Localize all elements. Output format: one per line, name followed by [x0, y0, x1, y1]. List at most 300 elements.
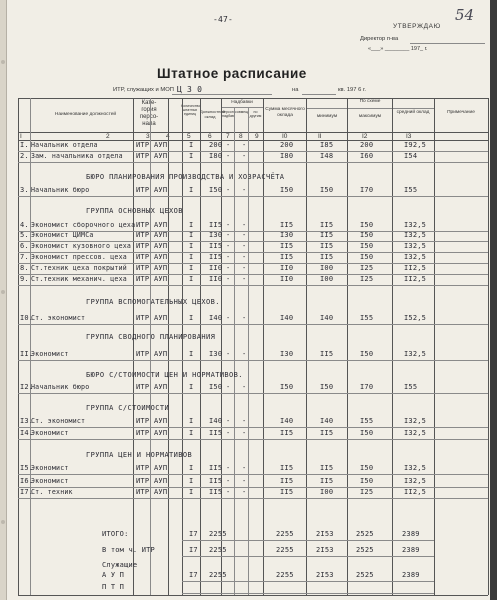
binding-hole — [1, 520, 5, 524]
position-name: Экономист кузовного цеха — [31, 242, 132, 250]
totals-units: I7 — [189, 546, 198, 554]
scheme-min: II5 — [320, 350, 334, 358]
allowance-dash: - — [242, 275, 247, 283]
row-number: I3. — [20, 417, 34, 425]
staff-department: АУП — [154, 253, 168, 261]
position-name: Экономист — [31, 477, 69, 485]
staff-units: I — [189, 488, 194, 496]
scheme-min: I50 — [320, 186, 334, 194]
allowance-dash: - — [242, 477, 247, 485]
header-qty: Количество штатных единиц — [181, 104, 201, 116]
salary: I30 — [209, 231, 223, 239]
staff-category: ИТР — [136, 383, 150, 391]
scheme-min: I85 — [320, 141, 334, 149]
salary: I30 — [209, 350, 223, 358]
row-number: 9. — [20, 275, 29, 283]
salary: II5 — [209, 221, 223, 229]
scheme-avg: I32,5 — [404, 242, 427, 250]
header-allowance: Надбавки — [231, 100, 253, 105]
staff-department: АУП — [154, 275, 168, 283]
row-rule — [18, 427, 488, 428]
scheme-min: I50 — [320, 383, 334, 391]
position-name: Ст. экономист — [31, 314, 86, 322]
staff-category: ИТР — [136, 141, 150, 149]
totals-sum: 2255 — [276, 571, 294, 579]
position-name: Ст. техник — [31, 488, 73, 496]
binding-hole — [1, 60, 5, 64]
row-rule — [18, 474, 488, 475]
scheme-min: II5 — [320, 231, 334, 239]
subtitle-lead: ИТР, служащих и МОП — [113, 87, 174, 93]
monthly-sum: II5 — [280, 488, 294, 496]
header-allowance-personal: персон. надбав. — [222, 110, 235, 118]
document-title: Штатное расписание — [157, 66, 307, 81]
column-number: 2 — [106, 132, 110, 140]
section-heading: ГРУППА СВОДНОГО ПЛАНИРОВАНИЯ — [86, 333, 216, 341]
header-scheme: По схеме — [359, 99, 381, 104]
allowance-dash: - — [226, 429, 231, 437]
column-number: I2 — [362, 132, 368, 140]
allowance-dash: - — [226, 242, 231, 250]
totals-units: I7 — [189, 530, 198, 538]
allowance-dash: - — [242, 314, 247, 322]
totals-avg: 2389 — [402, 530, 420, 538]
staff-units: I — [189, 186, 194, 194]
row-number: I5. — [20, 464, 34, 472]
totals-sum: 2255 — [276, 530, 294, 538]
scheme-min: I48 — [320, 152, 334, 160]
staff-department: АУП — [154, 417, 168, 425]
header-scheme-max: максимум — [358, 114, 382, 119]
position-name: Экономист сборочного цеха — [31, 221, 136, 229]
staff-department: АУП — [154, 152, 168, 160]
row-rule — [18, 498, 488, 499]
staff-category: ИТР — [136, 221, 150, 229]
row-number: 3. — [20, 186, 29, 194]
totals-label: Служащие — [102, 561, 138, 569]
header-note: Примечание — [447, 110, 475, 115]
table-column-rule — [488, 98, 489, 595]
scheme-max: I50 — [360, 350, 374, 358]
staff-department: АУП — [154, 314, 168, 322]
scheme-min: II5 — [320, 221, 334, 229]
scheme-max: I60 — [360, 152, 374, 160]
staff-category: ИТР — [136, 417, 150, 425]
table-column-rule — [347, 98, 348, 595]
scheme-max: I50 — [360, 231, 374, 239]
allowance-dash: - — [226, 383, 231, 391]
monthly-sum: II5 — [280, 221, 294, 229]
scheme-max: I55 — [360, 417, 374, 425]
section-heading: ГРУППА С/СТОИМОСТИ — [86, 404, 170, 412]
staff-units: I — [189, 464, 194, 472]
header-name: Наименование должностей — [54, 112, 117, 117]
scheme-max: I50 — [360, 221, 374, 229]
allowance-dash: - — [242, 464, 247, 472]
staff-department: АУП — [154, 141, 168, 149]
allowance-dash: - — [226, 417, 231, 425]
staff-department: АУП — [154, 186, 168, 194]
staff-units: I — [189, 275, 194, 283]
scheme-max: I50 — [360, 253, 374, 261]
salary: II5 — [209, 477, 223, 485]
staff-category: ИТР — [136, 314, 150, 322]
page-number: -47- — [213, 15, 234, 24]
position-name: Экономист ЦИМСа — [31, 231, 94, 239]
monthly-sum: 200 — [280, 141, 294, 149]
allowance-dash: - — [226, 152, 231, 160]
allowance-dash: - — [226, 275, 231, 283]
position-name: Экономист прессов. цеха — [31, 253, 127, 261]
totals-avg: 2389 — [402, 571, 420, 579]
staff-category: ИТР — [136, 477, 150, 485]
scheme-avg: I55 — [404, 186, 418, 194]
table-column-rule — [392, 98, 393, 595]
scheme-min: I00 — [320, 275, 334, 283]
scheme-max: I25 — [360, 275, 374, 283]
monthly-sum: I40 — [280, 314, 294, 322]
totals-min: 2I53 — [316, 530, 334, 538]
monthly-sum: I50 — [280, 186, 294, 194]
subtitle-period: кв. 197 6 г. — [338, 87, 366, 93]
scheme-avg: I32,5 — [404, 350, 427, 358]
allowance-dash: - — [226, 221, 231, 229]
row-rule — [18, 196, 488, 197]
row-rule — [18, 360, 488, 361]
row-number: 4. — [20, 221, 29, 229]
staff-department: АУП — [154, 488, 168, 496]
column-number: I3 — [406, 132, 412, 140]
scheme-avg: I32,5 — [404, 464, 427, 472]
row-rule — [18, 393, 488, 394]
salary: II5 — [209, 429, 223, 437]
totals-label: В том ч. ИТР — [102, 546, 155, 554]
staff-units: I — [189, 231, 194, 239]
allowance-dash: - — [226, 141, 231, 149]
allowance-dash: - — [226, 350, 231, 358]
row-number: I. — [20, 141, 29, 149]
allowance-dash: - — [242, 231, 247, 239]
binding-hole — [1, 290, 5, 294]
column-number: 3 — [146, 132, 150, 140]
salary: I50 — [209, 186, 223, 194]
staff-category: ИТР — [136, 264, 150, 272]
staff-department: АУП — [154, 429, 168, 437]
column-number: I — [20, 132, 22, 140]
staff-units: I — [189, 221, 194, 229]
totals-salary: 2255 — [209, 546, 227, 554]
scheme-avg: I32,5 — [404, 221, 427, 229]
scheme-avg: I32,5 — [404, 253, 427, 261]
scheme-avg: II2,5 — [404, 275, 427, 283]
allowance-dash: - — [226, 186, 231, 194]
totals-salary: 2255 — [209, 530, 227, 538]
allowance-dash: - — [242, 350, 247, 358]
salary: II5 — [209, 242, 223, 250]
staff-department: АУП — [154, 242, 168, 250]
header-allowance-other: по другим — [249, 110, 262, 118]
allowance-dash: - — [242, 221, 247, 229]
monthly-sum: II0 — [280, 264, 294, 272]
salary: I40 — [209, 417, 223, 425]
scheme-max: I70 — [360, 383, 374, 391]
salary: II5 — [209, 253, 223, 261]
approval-label: УТВЕРЖДАЮ — [393, 23, 441, 30]
table-column-rule — [30, 98, 31, 595]
staff-category: ИТР — [136, 429, 150, 437]
row-number: I7. — [20, 488, 34, 496]
scheme-max: 200 — [360, 141, 374, 149]
staff-category: ИТР — [136, 186, 150, 194]
monthly-sum: II5 — [280, 464, 294, 472]
allowance-dash: - — [242, 141, 247, 149]
staff-category: ИТР — [136, 275, 150, 283]
staff-units: I — [189, 383, 194, 391]
binding-margin — [0, 0, 7, 600]
row-rule — [18, 162, 488, 163]
period-underline — [302, 94, 336, 95]
position-name: Экономист — [31, 350, 69, 358]
scheme-min: I00 — [320, 264, 334, 272]
totals-rule — [182, 593, 434, 594]
staff-units: I — [189, 141, 194, 149]
staff-category: ИТР — [136, 242, 150, 250]
monthly-sum: I30 — [280, 350, 294, 358]
totals-label: А У П — [102, 571, 125, 579]
column-number: 4 — [166, 132, 170, 140]
scheme-avg: I92,5 — [404, 141, 427, 149]
scheme-avg: II2,5 — [404, 488, 427, 496]
column-number: I0 — [282, 132, 288, 140]
totals-avg: 2389 — [402, 546, 420, 554]
staff-units: I — [189, 477, 194, 485]
allowance-dash: - — [242, 429, 247, 437]
staff-department: АУП — [154, 350, 168, 358]
approval-date-line: «___» ________ 197_ г. — [368, 46, 428, 52]
staff-units: I — [189, 314, 194, 322]
row-number: I0. — [20, 314, 34, 322]
scheme-avg: II2,5 — [404, 264, 427, 272]
position-name: Начальник отдела — [31, 141, 98, 149]
scheme-max: I70 — [360, 186, 374, 194]
staff-units: I — [189, 152, 194, 160]
row-number: II. — [20, 350, 34, 358]
totals-label: П Т П — [102, 583, 125, 591]
header-category: Кате-гория персо-нала — [139, 100, 159, 127]
allowance-dash: - — [242, 383, 247, 391]
staff-units: I — [189, 253, 194, 261]
position-name: Начальник бюро — [31, 186, 90, 194]
salary: I40 — [209, 314, 223, 322]
staff-department: АУП — [154, 264, 168, 272]
column-number: II — [318, 132, 322, 140]
monthly-sum: I40 — [280, 417, 294, 425]
column-number: 5 — [187, 132, 191, 140]
scheme-min: I40 — [320, 314, 334, 322]
row-number: I6. — [20, 477, 34, 485]
scheme-avg: I32,5 — [404, 477, 427, 485]
table-column-rule — [18, 98, 19, 595]
position-name: Экономист — [31, 429, 69, 437]
totals-max: 2525 — [356, 571, 374, 579]
scheme-max: I50 — [360, 477, 374, 485]
scheme-avg: I55 — [404, 383, 418, 391]
section-heading: ГРУППА ОСНОВНЫХ ЦЕХОВ — [86, 207, 183, 215]
subtitle-on: на — [292, 87, 299, 93]
section-heading: БЮРО С/СТОИМОСТИ ЦЕН И НОРМАТИВОВ. — [86, 371, 243, 379]
staff-units: I — [189, 264, 194, 272]
position-name: Ст.техник цеха покрытий — [31, 264, 127, 272]
staff-category: ИТР — [136, 488, 150, 496]
scheme-max: I50 — [360, 464, 374, 472]
staff-category: ИТР — [136, 350, 150, 358]
scheme-max: I55 — [360, 314, 374, 322]
totals-rule — [182, 540, 434, 541]
row-number: I4. — [20, 429, 34, 437]
scheme-min: II5 — [320, 253, 334, 261]
director-label: Директор п-ва — [360, 36, 399, 42]
allowance-dash: - — [242, 264, 247, 272]
staff-units: I — [189, 242, 194, 250]
table-column-rule — [306, 98, 307, 595]
totals-max: 2525 — [356, 546, 374, 554]
staff-units: I — [189, 350, 194, 358]
scheme-max: I50 — [360, 242, 374, 250]
totals-min: 2I53 — [316, 546, 334, 554]
section-heading: ГРУППА ВСПОМОГАТЕЛЬНЫХ ЦЕХОВ. — [86, 298, 220, 306]
scheme-min: I40 — [320, 417, 334, 425]
allowance-dash: - — [242, 253, 247, 261]
scheme-max: I50 — [360, 429, 374, 437]
monthly-sum: II5 — [280, 242, 294, 250]
salary: II0 — [209, 275, 223, 283]
totals-rule — [182, 581, 434, 582]
scheme-avg: I52,5 — [404, 314, 427, 322]
row-number: 7. — [20, 253, 29, 261]
scheme-min: II5 — [320, 242, 334, 250]
row-number: 6. — [20, 242, 29, 250]
staff-category: ИТР — [136, 152, 150, 160]
staff-category: ИТР — [136, 231, 150, 239]
salary: II5 — [209, 464, 223, 472]
position-name: Начальник бюро — [31, 383, 90, 391]
scheme-min: II5 — [320, 464, 334, 472]
position-name: Зам. начальника отдела — [31, 152, 123, 160]
monthly-sum: I80 — [280, 152, 294, 160]
section-heading: БЮРО ПЛАНИРОВАНИЯ ПРОИЗВОДСТВА И ХОЗРАСЧЁТА — [86, 173, 285, 181]
allowance-dash: - — [226, 253, 231, 261]
row-number: 8. — [20, 264, 29, 272]
allowance-dash: - — [226, 464, 231, 472]
scheme-min: I00 — [320, 488, 334, 496]
position-name: Ст.техник механич. цеха — [31, 275, 127, 283]
totals-label: ИТОГО: — [102, 530, 129, 538]
header-scheme-min: минимум — [316, 114, 338, 119]
header-scheme-avg: средний оклад — [396, 110, 430, 115]
monthly-sum: I30 — [280, 231, 294, 239]
staff-units: I — [189, 417, 194, 425]
column-number: 6 — [208, 132, 212, 140]
row-number: 2. — [20, 152, 29, 160]
scheme-max: I25 — [360, 264, 374, 272]
archive-sheet-number: 54 — [455, 6, 475, 24]
header-allowance-combined: совмещ. — [235, 110, 250, 114]
allowance-dash: - — [242, 242, 247, 250]
staff-category: ИТР — [136, 464, 150, 472]
scheme-avg: I54 — [404, 152, 418, 160]
scheme-max: I25 — [360, 488, 374, 496]
scheme-avg: I32,5 — [404, 231, 427, 239]
totals-sum: 2255 — [276, 546, 294, 554]
signature-line — [410, 43, 485, 44]
salary: II0 — [209, 264, 223, 272]
allowance-dash: - — [242, 186, 247, 194]
allowance-dash: - — [242, 417, 247, 425]
scan-frame-edge — [490, 0, 497, 600]
section-heading: ГРУППА ЦЕН И НОРМАТИВОВ — [86, 451, 193, 459]
staff-department: АУП — [154, 477, 168, 485]
scheme-min: II5 — [320, 429, 334, 437]
totals-rule — [182, 556, 434, 557]
salary: 200 — [209, 141, 223, 149]
salary: II5 — [209, 488, 223, 496]
row-rule — [18, 439, 488, 440]
monthly-sum: II5 — [280, 253, 294, 261]
header-salary: Должностной оклад — [200, 109, 225, 119]
allowance-dash: - — [226, 314, 231, 322]
unit-underline — [172, 94, 272, 95]
monthly-sum: II0 — [280, 275, 294, 283]
unit-code: Ц 3 0 — [177, 85, 203, 94]
header-monthly-sum: Сумма месячного оклада — [265, 107, 305, 118]
allowance-dash: - — [226, 488, 231, 496]
column-number: 9 — [255, 132, 259, 140]
allowance-dash: - — [226, 231, 231, 239]
totals-salary: 2255 — [209, 571, 227, 579]
totals-units: I7 — [189, 571, 198, 579]
staff-department: АУП — [154, 464, 168, 472]
staff-units: I — [189, 429, 194, 437]
row-rule — [18, 324, 488, 325]
allowance-dash: - — [242, 152, 247, 160]
table-column-rule — [434, 98, 435, 595]
totals-min: 2I53 — [316, 571, 334, 579]
totals-max: 2525 — [356, 530, 374, 538]
salary: I80 — [209, 152, 223, 160]
scheme-min: II5 — [320, 477, 334, 485]
row-number: I2. — [20, 383, 34, 391]
position-name: Ст. экономист — [31, 417, 86, 425]
allowance-dash: - — [226, 264, 231, 272]
staff-department: АУП — [154, 383, 168, 391]
position-name: Экономист — [31, 464, 69, 472]
scheme-avg: I32,5 — [404, 429, 427, 437]
allowance-dash: - — [242, 488, 247, 496]
allowance-dash: - — [226, 477, 231, 485]
scheme-avg: I32,5 — [404, 417, 427, 425]
monthly-sum: I50 — [280, 383, 294, 391]
monthly-sum: II5 — [280, 429, 294, 437]
staff-department: АУП — [154, 221, 168, 229]
monthly-sum: II5 — [280, 477, 294, 485]
column-number: 7 — [226, 132, 230, 140]
row-number: 5. — [20, 231, 29, 239]
staff-department: АУП — [154, 231, 168, 239]
column-number: 8 — [239, 132, 243, 140]
salary: I50 — [209, 383, 223, 391]
staff-category: ИТР — [136, 253, 150, 261]
row-rule — [18, 285, 488, 286]
